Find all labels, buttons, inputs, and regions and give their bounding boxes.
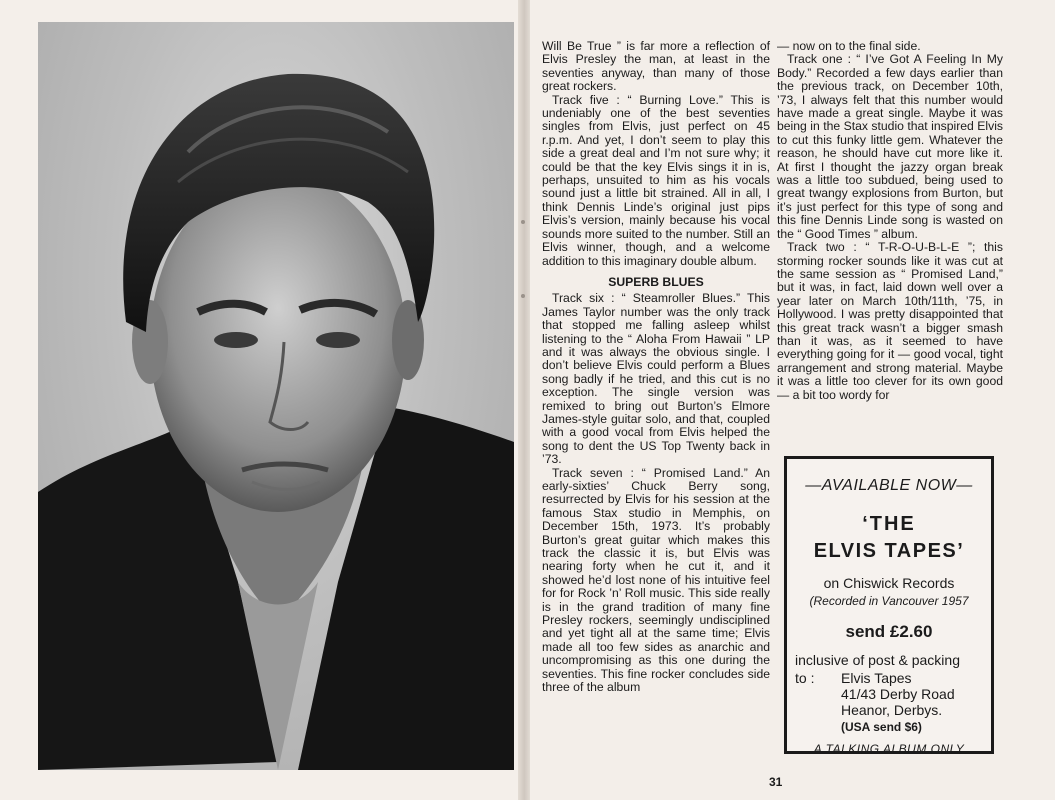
paragraph: — now on to the final side.: [777, 39, 921, 53]
portrait-photo-icon: [38, 22, 514, 770]
staple-hole: [521, 220, 525, 224]
ad-recorded-note: (Recorded in Vancouver 1957: [809, 594, 969, 608]
staple-hole: [521, 294, 525, 298]
ad-inclusive-note: inclusive of post & packing: [795, 652, 960, 668]
ad-address-line: Elvis Tapes: [841, 670, 912, 686]
ad-address-block: [787, 670, 991, 718]
section-heading: SUPERB BLUES: [608, 274, 704, 289]
paragraph: Track six : “ Steamroller Blues.” This James Taylor number was the only track that stopped me falling asleep whilst listening to the “ Aloha From Hawaii ” LP and it was always the obvious single. I don’t believe Elvis could perform a Blues song badly if he tried, and this cut is no exception. The single version was remixed to bring out Burton’s Elmore James-style guitar solo, and that, coupled with a good vocal from Elvis helped the song to dent the US Top Twenty back in ’73.: [542, 291, 770, 467]
ad-price: send £2.60: [845, 622, 933, 641]
paragraph: Track two : “ T-R-O-U-B-L-E ”; this storming rocker sounds like it was cut at the same session as “ Promised Land,” but it was, in fact, laid down well over a year later on March 10th/11th, ’75, in Hollywood. I was pretty disappointed that this great track wasn’t a bigger smash than it was, as it seemed to have everything going for it — good vocal, tight arrangement and strong material. Maybe it was a little too clever for its own good — a bit too wordy for: [777, 240, 1003, 402]
paragraph: Track five : “ Burning Love.” This is undeniably one of the best seventies singles from Elvis, just perfect on 45 r.p.m. And yet, I don’t seem to play this side a great deal and I’m not sure why; it could be that the key Elvis sings it in is, perhaps, unsuited to him as his vocals sound just a little bit strained. All in all, I think Dennis Linde’s original just pips Elvis’s version, mainly because his vocal sounds more suited to the number. Still an Elvis winner, though, and a welcome addition to this imaginary double album.: [542, 92, 770, 268]
ad-address-line: Heanor, Derbys.: [841, 702, 943, 718]
ad-usa-price: (USA send $6): [841, 720, 922, 734]
article-column-1: [542, 40, 770, 695]
ad-title-line-1: ‘THE: [862, 513, 916, 535]
paragraph: Track seven : “ Promised Land.” An early-sixties’ Chuck Berry song, resurrected by Elvis for his session at the famous Stax studio in Memphis, on December 15th, 1973. It’s probably Burton’s great guitar which makes this track the classic it is, but Elvis was nearing forty when he cut it, and it showed he’d lost none of his intuitive feel for for Rock ’n’ Roll music. This side really is in the grand tradition of many fine Presley rockers, seemingly undisciplined and yet tight all at the same time; Elvis made all too few sides as anarchic and uncompromising as this one during the seventies. This fine rocker concludes side three of the album: [542, 465, 770, 695]
paragraph: Track one : “ I’ve Got A Feeling In My Body.” Recorded a few days earlier than the previous track, on December 10th, ’73, I always felt that this number would have made a great single. Maybe it was being in the Stax studio that inspired Elvis to cut this funky little gem. Whatever the reason, he should have cut more like it. At first I thought the jazzy organ break was a little too subdued, being used to great twangy explosions from Burton, but it’s just perfect for this type of song and this fine Dennis Linde song is wasted on the “ Good Times ” album.: [777, 52, 1003, 241]
ad-address-line: 41/43 Derby Road: [841, 686, 955, 702]
ad-talking-album-note: A TALKING ALBUM ONLY: [813, 742, 965, 756]
ad-to-label: to :: [795, 670, 815, 686]
paragraph: Will Be True ” is far more a reflection of Elvis Presley the man, at least in the seventies anyway, than many of those great rockers.: [542, 39, 770, 94]
ad-title-line-2: ELVIS TAPES’: [813, 540, 965, 562]
page-number: 31: [769, 775, 783, 789]
article-column-2: [777, 40, 1003, 402]
ad-available-now: —AVAILABLE NOW—: [805, 477, 973, 494]
ad-record-label: on Chiswick Records: [823, 575, 955, 591]
advertisement-box: [784, 456, 994, 754]
